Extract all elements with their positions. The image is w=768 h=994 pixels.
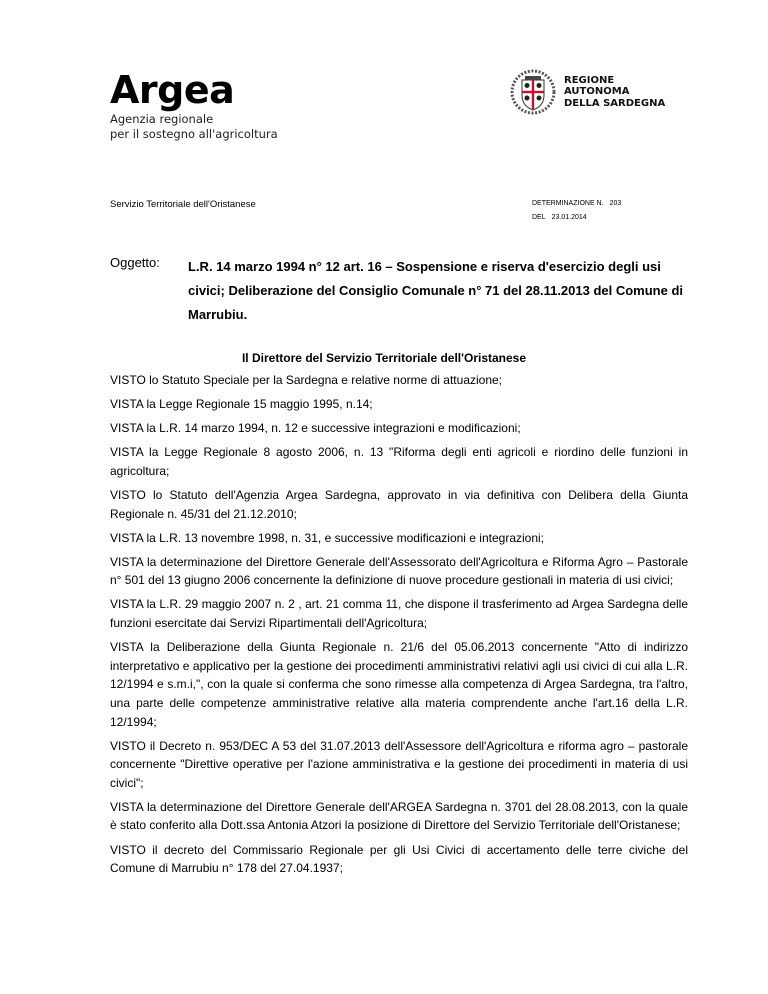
determination-block — [532, 197, 621, 225]
paragraph: VISTA la Legge Regionale 15 maggio 1995, n.14; — [110, 397, 373, 412]
paragraph: VISTA la determinazione del Direttore Generale dell'Assessorato dell'Agricoltura e Riforma Agro – Pastorale n° 501 del 13 giugno 2006 concernente la definizione di nuove procedure gestionali in materia di usi civici; — [110, 554, 688, 588]
agency-name: Argea — [110, 68, 235, 112]
determination-date: 23.01.2014 — [551, 214, 587, 221]
paragraph: VISTA la L.R. 13 novembre 1998, n. 31, e successive modificazioni e integrazioni; — [110, 530, 545, 545]
paragraph: VISTO lo Statuto Speciale per la Sardegna e relative norme di attuazione; — [110, 373, 503, 387]
service-name: Servizio Territoriale dell'Oristanese — [110, 199, 256, 210]
region-name — [564, 75, 665, 110]
document-body — [110, 371, 688, 883]
subject-block — [110, 255, 690, 327]
region-logo — [510, 68, 665, 116]
argea-logo — [110, 68, 278, 142]
date-label: DEL — [532, 214, 546, 221]
paragraph: VISTA la L.R. 14 marzo 1994, n. 12 e successive integrazioni e modificazioni; — [110, 421, 521, 436]
region-line-1: REGIONE — [564, 74, 615, 86]
subject-text: L.R. 14 marzo 1994 n° 12 art. 16 – Sospensione e riserva d'esercizio degli usi civici; Deliberazione del Consiglio Comunale n° 71 del 28.11.2013 del Comune di Marrubiu. — [188, 259, 684, 322]
region-line-3: DELLA SARDEGNA — [564, 97, 666, 109]
paragraph: VISTO il decreto del Commissario Regionale per gli Usi Civici di accertamento delle terre civiche del Comune di Marrubiu n° 178 del 27.04.1937; — [110, 842, 688, 876]
agency-subtitle-2: per il sostegno all'agricoltura — [110, 127, 278, 141]
determination-number: 203 — [609, 200, 622, 207]
paragraph: VISTA la L.R. 29 maggio 2007 n. 2 , art. 21 comma 11, che dispone il trasferimento ad Argea Sardegna delle funzioni esercitate dai Servizi Ripartimentali dell'Agricoltura; — [110, 597, 688, 631]
agency-subtitle-1: Agenzia regionale — [110, 112, 214, 126]
paragraph: VISTA la Deliberazione della Giunta Regionale n. 21/6 del 05.06.2013 concernente "Atto di indirizzo interpretativo e applicativo per la gestione dei procedimenti amministrativi relativi agli usi civici di cui alla L.R. 12/1994 e s.m.i,", con la quale si conferma che sono rimesse alla competenza di Argea Sardegna, tra l'altro, una parte delle competenze amministrative relative alla materia comprendente anche l'art.16 della L.R. 12/1994; — [110, 640, 688, 729]
determination-label: DETERMINAZIONE N. — [532, 200, 604, 207]
paragraph: VISTA la Legge Regionale 8 agosto 2006, n. 13 "Riforma degli enti agricoli e riordino delle funzioni in agricoltura; — [110, 445, 688, 478]
region-line-2: AUTONOMA — [564, 86, 630, 98]
paragraph: VISTO lo Statuto dell'Agenzia Argea Sardegna, approvato in via definitiva con Delibera della Giunta Regionale n. 45/31 del 21.12.2010; — [110, 487, 688, 521]
paragraph: VISTO il Decreto n. 953/DEC A 53 del 31.07.2013 dell'Assessore dell'Agricoltura e riforma agro – pastorale concernente "Direttive operative per l'azione amministrativa e la gestione dei procedimenti in materia di usi civici"; — [110, 738, 688, 790]
paragraph: VISTA la determinazione del Direttore Generale dell'ARGEA Sardegna n. 3701 del 28.08.2013, con la quale è stato conferito alla Dott.ssa Antonia Atzori la posizione di Direttore del Servizio Territoriale dell'Oristanese; — [110, 799, 688, 833]
director-title: Il Direttore del Servizio Territoriale dell'Oristanese — [241, 351, 527, 365]
sardinia-four-moors-shield-icon — [510, 68, 556, 116]
subject-label: Oggetto: — [110, 255, 160, 270]
